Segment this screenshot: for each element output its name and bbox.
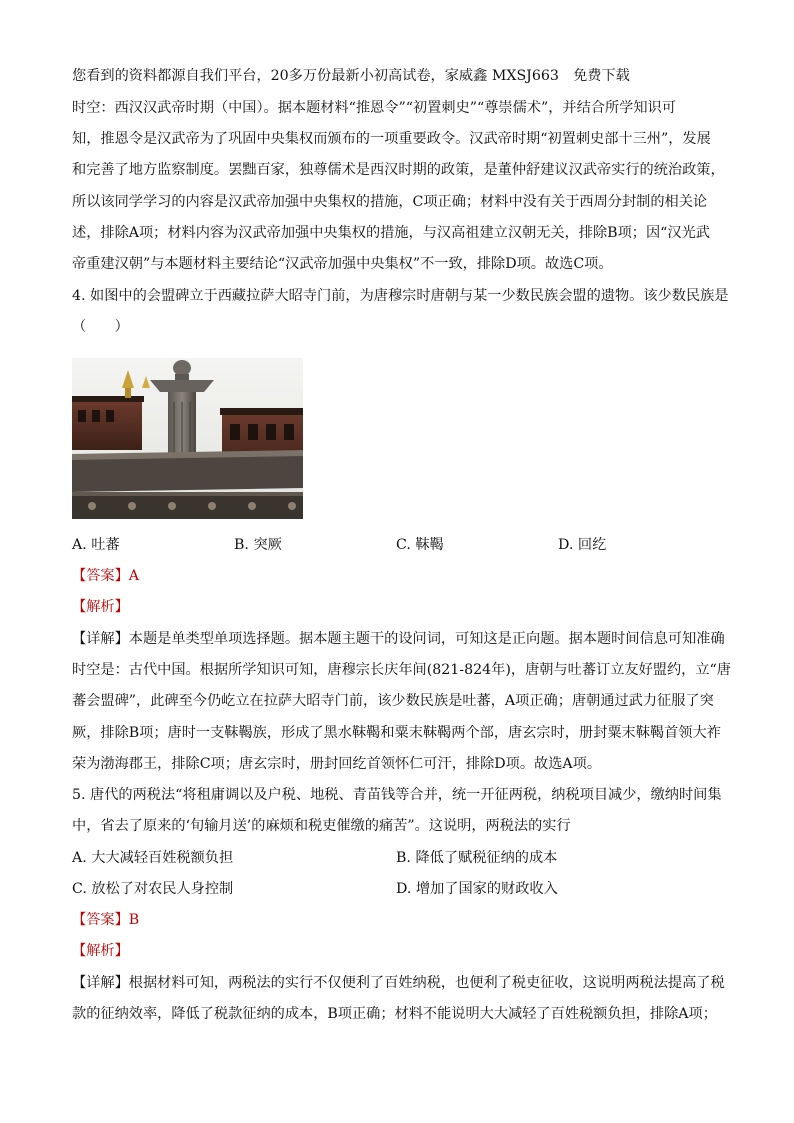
q3-analysis-line: 时空：西汉汉武帝时期（中国）。据本题材料“推恩令”“初置刺史”“尊崇儒术”，并结合所学知识可 xyxy=(72,100,676,116)
q3-analysis-line: 知，推恩令是汉武帝为了巩固中央集权而颁布的一项重要政令。汉武帝时期“初置刺史部十三州”，发展 xyxy=(72,131,711,147)
q4-detail-line: 蕃会盟碑”，此碑至今仍屹立在拉萨大昭寺门前，该少数民族是吐蕃，A项正确；唐朝通过武力征服了突 xyxy=(72,693,714,709)
q4-detail-line: 厥，排除B项；唐时一支靺鞨族，形成了黑水靺鞨和粟末靺鞨两个部，唐玄宗时，册封粟末靺鞨首领大祚 xyxy=(72,725,721,741)
q4-detail-line: 荣为渤海郡王，排除C项；唐玄宗时，册封回纥首领怀仁可汗，排除D项。故选A项。 xyxy=(72,756,602,772)
q4-detail-line: 【详解】本题是单类型单项选择题。据本题主题干的设问词，可知这是正向题。据本题时间信息可知准确 xyxy=(72,631,725,647)
q4-option-a: A. 吐蕃 xyxy=(72,537,120,553)
q3-analysis-line: 帝重建汉朝”与本题材料主要结论“汉武帝加强中央集权”不一致，排除D项。故选C项。 xyxy=(72,256,613,272)
q5-analysis-label: 【解析】 xyxy=(72,943,129,959)
q5-stem-line: 中，省去了原来的‘旬输月送’的麻烦和税吏催缴的痛苦”。这说明，两税法的实行 xyxy=(72,818,571,834)
q4-option-d: D. 回纥 xyxy=(558,537,607,553)
header-note: 您看到的资料都源自我们平台，20多万份最新小初高试卷，家威鑫 MXSJ663 免费下载 xyxy=(72,68,630,84)
q3-analysis-line: 述，排除A项；材料内容为汉武帝加强中央集权的措施，与汉高祖建立汉朝无关，排除B项；因“汉光武 xyxy=(72,225,710,241)
q5-option-a: A. 大大减轻百姓税额负担 xyxy=(72,850,234,866)
tang-tibet-alliance-stele-photo xyxy=(72,358,303,519)
q5-detail-line: 款的征纳效率，降低了税款征纳的成本，B项正确；材料不能说明大大减轻了百姓税额负担，排除A项； xyxy=(72,1006,717,1022)
q4-stem-line: （ ） xyxy=(72,319,129,335)
stele-photo-icon xyxy=(72,358,303,519)
q4-detail-line: 时空是：古代中国。根据所学知识可知，唐穆宗长庆年间(821-824年)，唐朝与吐蕃订立友好盟约，立“唐 xyxy=(72,662,731,678)
q3-analysis-line: 和完善了地方监察制度。罢黜百家，独尊儒术是西汉时期的政策，是董仲舒建议汉武帝实行的统治政策， xyxy=(72,162,725,178)
q5-stem-line: 5. 唐代的两税法“将租庸调以及户税、地税、青苗钱等合并，统一开征两税，纳税项目减少，缴纳时间集 xyxy=(72,787,722,803)
q5-option-d: D. 增加了国家的财政收入 xyxy=(396,881,558,897)
q5-option-b: B. 降低了赋税征纳的成本 xyxy=(396,850,558,866)
q5-detail-line: 【详解】根据材料可知，两税法的实行不仅便利了百姓纳税，也便利了税吏征收，这说明两税法提高了税 xyxy=(72,975,725,991)
q4-answer: 【答案】A xyxy=(72,568,139,584)
q4-option-b: B. 突厥 xyxy=(234,537,282,553)
q4-analysis-label: 【解析】 xyxy=(72,599,129,615)
q4-stem-line: 4. 如图中的会盟碑立于西藏拉萨大昭寺门前，为唐穆宗时唐朝与某一少数民族会盟的遗物。该少数民族是 xyxy=(72,288,729,304)
q3-analysis-line: 所以该同学学习的内容是汉武帝加强中央集权的措施，C项正确；材料中没有关于西周分封制的相关论 xyxy=(72,194,708,210)
q4-option-c: C. 靺鞨 xyxy=(396,537,444,553)
q5-option-c: C. 放松了对农民人身控制 xyxy=(72,881,234,897)
q5-answer: 【答案】B xyxy=(72,912,140,928)
